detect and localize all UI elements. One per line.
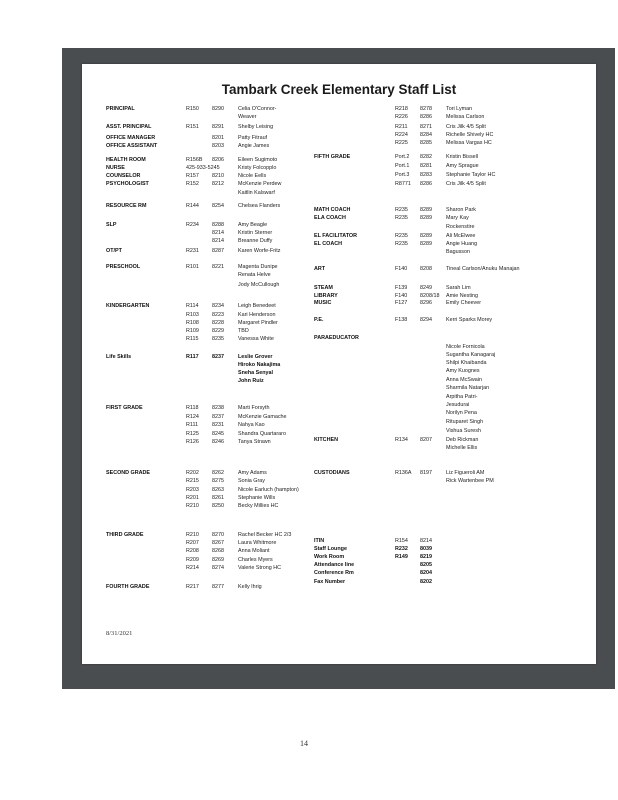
right-name: Vishua Suresh	[446, 428, 481, 434]
right-name: Arpitha Patri-	[446, 394, 478, 400]
left-room: R118	[186, 405, 199, 411]
left-room: R150	[186, 106, 199, 112]
left-label: SECOND GRADE	[106, 470, 151, 476]
right-name: Stephanie Taylor HC	[446, 172, 496, 178]
left-ext: 8268	[212, 548, 224, 554]
left-name: Karen Worfe-Fritz	[238, 248, 281, 254]
right-room: R8771	[395, 181, 411, 187]
right-ext: 8219	[420, 554, 432, 560]
right-ext: 8282	[420, 154, 432, 160]
left-ext: 8245	[212, 431, 224, 437]
right-ext: 8205	[420, 562, 432, 568]
right-ext: 8296	[420, 300, 432, 306]
right-ext: 8204	[420, 570, 432, 576]
left-room: R124	[186, 414, 199, 420]
right-name: Emily Cheever	[446, 300, 482, 306]
right-ext: 8286	[420, 114, 432, 120]
left-ext: 8206	[212, 157, 224, 163]
left-name: Breanne Duffy	[238, 238, 273, 244]
left-name: John Ruiz	[238, 378, 264, 384]
left-ext: 8238	[212, 405, 224, 411]
left-ext: 8237	[212, 354, 224, 360]
right-room: R218	[395, 106, 408, 112]
right-name: Tineal Carlson/Anuku Manajan	[446, 266, 520, 272]
left-ext: 8212	[212, 181, 224, 187]
left-ext: 8288	[212, 222, 224, 228]
left-ext: 8287	[212, 248, 224, 254]
right-label: Staff Lounge	[314, 546, 347, 552]
left-name: Nahya Kao	[238, 422, 265, 428]
right-name: Melissa Vargas HC	[446, 140, 492, 146]
left-label: KINDERGARTEN	[106, 303, 150, 309]
left-name: Kaitlin Kalswarf	[238, 190, 275, 196]
right-name: Jesudurai	[446, 402, 470, 408]
left-room: R202	[186, 470, 199, 476]
right-label: Work Room	[314, 554, 345, 560]
right-name: Richelle Shively HC	[446, 132, 494, 138]
left-name: Celia O'Connor-	[238, 106, 277, 112]
right-label: Fax Number	[314, 579, 346, 585]
right-name: Sugantha Kanagaraj	[446, 352, 496, 358]
left-room: R151	[186, 124, 199, 130]
left-ext: 8269	[212, 557, 224, 563]
left-ext: 8270	[212, 532, 224, 538]
left-name: Sneha Senyal	[238, 370, 274, 376]
left-label: PRINCIPAL	[106, 106, 135, 112]
right-name: Rockenstire	[446, 224, 475, 230]
left-name: Kristin Sterner	[238, 230, 273, 236]
left-room: R208	[186, 548, 199, 554]
left-ext: 8246	[212, 439, 224, 445]
left-name: Margaret Pindler	[238, 320, 278, 326]
left-label: NURSE	[106, 165, 125, 171]
left-label: FOURTH GRADE	[106, 584, 150, 590]
left-room: R201	[186, 495, 199, 501]
right-label: KITCHEN	[314, 437, 338, 443]
left-name: Hiroko Nakajima	[238, 362, 281, 368]
right-room: R226	[395, 114, 408, 120]
left-name: Vanessa White	[238, 336, 274, 342]
left-ext: 8221	[212, 264, 224, 270]
right-room: R235	[395, 233, 408, 239]
left-ext: 8291	[212, 124, 224, 130]
left-ext: 8203	[212, 143, 224, 149]
left-room: R207	[186, 540, 199, 546]
right-label: Conference Rm	[314, 570, 354, 576]
left-room: R210	[186, 532, 199, 538]
left-room: R114	[186, 303, 199, 309]
right-room: R235	[395, 207, 408, 213]
right-name: Rick Wartenbee PM	[446, 478, 494, 484]
right-room: F127	[395, 300, 408, 306]
left-room: R111	[186, 422, 199, 428]
right-name: Sharon Park	[446, 207, 476, 213]
left-ext: 8274	[212, 565, 224, 571]
left-ext: 8267	[212, 540, 224, 546]
right-room: R149	[395, 554, 408, 560]
left-room: R157	[186, 173, 199, 179]
left-name: Nicole Earluch (hampton)	[238, 487, 299, 493]
right-ext: 8208/18	[420, 293, 440, 299]
right-name: Sarah Lim	[446, 285, 471, 291]
right-ext: 8286	[420, 181, 432, 187]
right-label: STEAM	[314, 285, 333, 291]
document-date: 8/31/2021	[106, 630, 133, 637]
right-ext: 8278	[420, 106, 432, 112]
left-room: R156B	[186, 157, 203, 163]
left-name: McKenzie Gamache	[238, 414, 287, 420]
left-name: Kelly Ihrig	[238, 584, 262, 590]
left-name: Charles Myers	[238, 557, 273, 563]
left-name: Weaver	[238, 114, 257, 120]
left-label: FIRST GRADE	[106, 405, 143, 411]
right-room: R224	[395, 132, 408, 138]
left-name: TBD	[238, 328, 249, 334]
left-ext: 8237	[212, 414, 224, 420]
right-label: PARAEDUCATOR	[314, 335, 359, 341]
left-ext: 8234	[212, 303, 224, 309]
right-name: Kerri Sparks Morey	[446, 317, 493, 323]
document-title: Tambark Creek Elementary Staff List	[221, 82, 457, 97]
left-name: Angie James	[238, 143, 270, 149]
right-name: Shilpi Khaibanda	[446, 360, 487, 366]
left-name: Shelby Leising	[238, 124, 274, 130]
right-label: FIFTH GRADE	[314, 154, 351, 160]
right-ext: 8294	[420, 317, 432, 323]
left-room: R103	[186, 312, 199, 318]
left-label: THIRD GRADE	[106, 532, 144, 538]
left-name: Eileen Sugimoto	[238, 157, 278, 163]
left-name: Laura Whitmore	[238, 540, 277, 546]
left-ext: 8229	[212, 328, 224, 334]
right-name: Deb Rickman	[446, 437, 479, 443]
left-ext: 8261	[212, 495, 224, 501]
right-ext: 8197	[420, 470, 432, 476]
left-label: SLP	[106, 222, 117, 228]
left-name: Kari Henderson	[238, 312, 276, 318]
right-label: P.E.	[314, 317, 324, 323]
left-ext: 8201	[212, 135, 224, 141]
left-room: R203	[186, 487, 199, 493]
left-ext: 8214	[212, 238, 224, 244]
right-name: Amy Sprague	[446, 163, 479, 169]
right-name: Cris Jilk 4/5 Split	[446, 124, 486, 130]
right-room: R235	[395, 241, 408, 247]
left-ext: 8210	[212, 173, 224, 179]
right-ext: 8289	[420, 215, 432, 221]
right-name: Anna McSwain	[446, 377, 482, 383]
left-label: COUNSELOR	[106, 173, 141, 179]
left-name: Amy Adams	[238, 470, 267, 476]
left-room: R101	[186, 264, 199, 270]
left-room: R234	[186, 222, 199, 228]
left-ext: 8263	[212, 487, 224, 493]
right-room: Port.2	[395, 154, 410, 160]
left-ext: 8277	[212, 584, 224, 590]
right-label: EL COACH	[314, 241, 343, 247]
left-room: 425-933-5245	[186, 165, 220, 171]
right-room: R235	[395, 215, 408, 221]
right-room: R154	[395, 538, 408, 544]
left-name: Leslie Grover	[238, 354, 273, 360]
left-name: Kristy Folcopplo	[238, 165, 277, 171]
right-name: Norilyn Pena	[446, 410, 477, 416]
page-number: 14	[300, 739, 308, 748]
right-label: ART	[314, 266, 326, 272]
right-name: Angie Huang	[446, 241, 478, 247]
left-room: R210	[186, 503, 199, 509]
left-ext: 8231	[212, 422, 224, 428]
left-label: Life Skills	[106, 354, 132, 360]
right-name: Amy Kuognes	[446, 368, 480, 374]
right-name: Cris Jilk 4/5 Split	[446, 181, 486, 187]
right-ext: 8289	[420, 207, 432, 213]
left-label: PSYCHOLOGIST	[106, 181, 149, 187]
left-room: R214	[186, 565, 199, 571]
right-ext: 8039	[420, 546, 432, 552]
right-label: Attendance line	[314, 562, 355, 568]
right-name: Mary Kay	[446, 215, 469, 221]
left-name: Renata Helve	[238, 272, 271, 278]
right-ext: 8289	[420, 233, 432, 239]
right-name: Rituparet Singh	[446, 419, 484, 425]
left-name: Magenta Dunipe	[238, 264, 278, 270]
left-name: Sonia Gray	[238, 478, 265, 484]
left-room: R209	[186, 557, 199, 563]
right-room: R136A	[395, 470, 412, 476]
right-name: Bagusson	[446, 249, 470, 255]
right-ext: 8202	[420, 579, 432, 585]
right-label: MATH COACH	[314, 207, 351, 213]
left-ext: 8223	[212, 312, 224, 318]
left-ext: 8250	[212, 503, 224, 509]
left-name: Leigh Benedeet	[238, 303, 276, 309]
right-ext: 8283	[420, 172, 432, 178]
left-room: R108	[186, 320, 199, 326]
right-room: F138	[395, 317, 408, 323]
right-label: EL FACILITATOR	[314, 233, 358, 239]
right-room: R225	[395, 140, 408, 146]
left-ext: 8290	[212, 106, 224, 112]
left-name: Chelsea Flanders	[238, 203, 281, 209]
right-ext: 8207	[420, 437, 432, 443]
right-name: Liz Figueroli AM	[446, 470, 485, 476]
right-ext: 8285	[420, 140, 432, 146]
right-label: ITIN	[314, 538, 325, 544]
right-name: Nicole Fornicola	[446, 344, 485, 350]
left-label: PRESCHOOL	[106, 264, 141, 270]
left-room: R117	[186, 354, 199, 360]
right-label: ELA COACH	[314, 215, 346, 221]
left-name: Anna Moliant	[238, 548, 270, 554]
right-name: Amie Nesting	[446, 293, 479, 299]
right-room: R232	[395, 546, 408, 552]
left-label: OFFICE ASSISTANT	[106, 143, 158, 149]
right-name: Sharmila Natarjan	[446, 385, 490, 391]
left-label: OT/PT	[106, 248, 122, 254]
left-name: Amy Beagle	[238, 222, 268, 228]
left-ext: 8228	[212, 320, 224, 326]
right-label: MUSIC	[314, 300, 332, 306]
left-name: Marti Forsyth	[238, 405, 270, 411]
right-name: Kristin Bissell	[446, 154, 479, 160]
right-label: CUSTODIANS	[314, 470, 350, 476]
left-room: R231	[186, 248, 199, 254]
left-label: RESOURCE RM	[106, 203, 147, 209]
left-name: Patty Fitrauf	[238, 135, 268, 141]
left-name: Stephanie Wills	[238, 495, 276, 501]
right-ext: 8281	[420, 163, 432, 169]
left-ext: 8275	[212, 478, 224, 484]
left-room: R109	[186, 328, 199, 334]
left-ext: 8235	[212, 336, 224, 342]
right-label: LIBRARY	[314, 293, 338, 299]
right-room: F140	[395, 266, 408, 272]
right-name: Michelle Ellis	[446, 445, 478, 451]
left-name: Becky Millies HC	[238, 503, 279, 509]
left-ext: 8254	[212, 203, 224, 209]
left-name: Rachel Becker HC 2/3	[238, 532, 292, 538]
right-ext: 8208	[420, 266, 432, 272]
left-name: McKenzie Perdew	[238, 181, 282, 187]
left-room: R152	[186, 181, 199, 187]
right-ext: 8289	[420, 241, 432, 247]
left-label: OFFICE MANAGER	[106, 135, 156, 141]
left-room: R125	[186, 431, 199, 437]
right-room: F140	[395, 293, 408, 299]
right-name: Tori Lyman	[446, 106, 473, 112]
left-label: ASST. PRINCIPAL	[106, 124, 152, 130]
right-room: R211	[395, 124, 408, 130]
right-ext: 8214	[420, 538, 432, 544]
left-name: Nicole Eells	[238, 173, 267, 179]
left-ext: 8214	[212, 230, 224, 236]
right-room: Port.3	[395, 172, 410, 178]
left-name: Valerie Strong HC	[238, 565, 282, 571]
left-room: R144	[186, 203, 199, 209]
left-name: Shandra Quartararo	[238, 431, 286, 437]
right-room: R134	[395, 437, 408, 443]
right-name: Melissa Carlson	[446, 114, 485, 120]
right-room: Port.1	[395, 163, 410, 169]
right-ext: 8271	[420, 124, 432, 130]
staff-list-page	[82, 64, 596, 664]
left-room: R215	[186, 478, 199, 484]
right-ext: 8284	[420, 132, 432, 138]
right-ext: 8249	[420, 285, 432, 291]
left-room: R217	[186, 584, 199, 590]
left-name: Jody McCullough	[238, 282, 280, 288]
left-label: HEALTH ROOM	[106, 157, 146, 163]
right-room: F139	[395, 285, 408, 291]
left-name: Tanya Strawn	[238, 439, 271, 445]
left-room: R126	[186, 439, 199, 445]
left-ext: 8262	[212, 470, 224, 476]
right-name: Ali McElwee	[446, 233, 476, 239]
left-room: R115	[186, 336, 199, 342]
